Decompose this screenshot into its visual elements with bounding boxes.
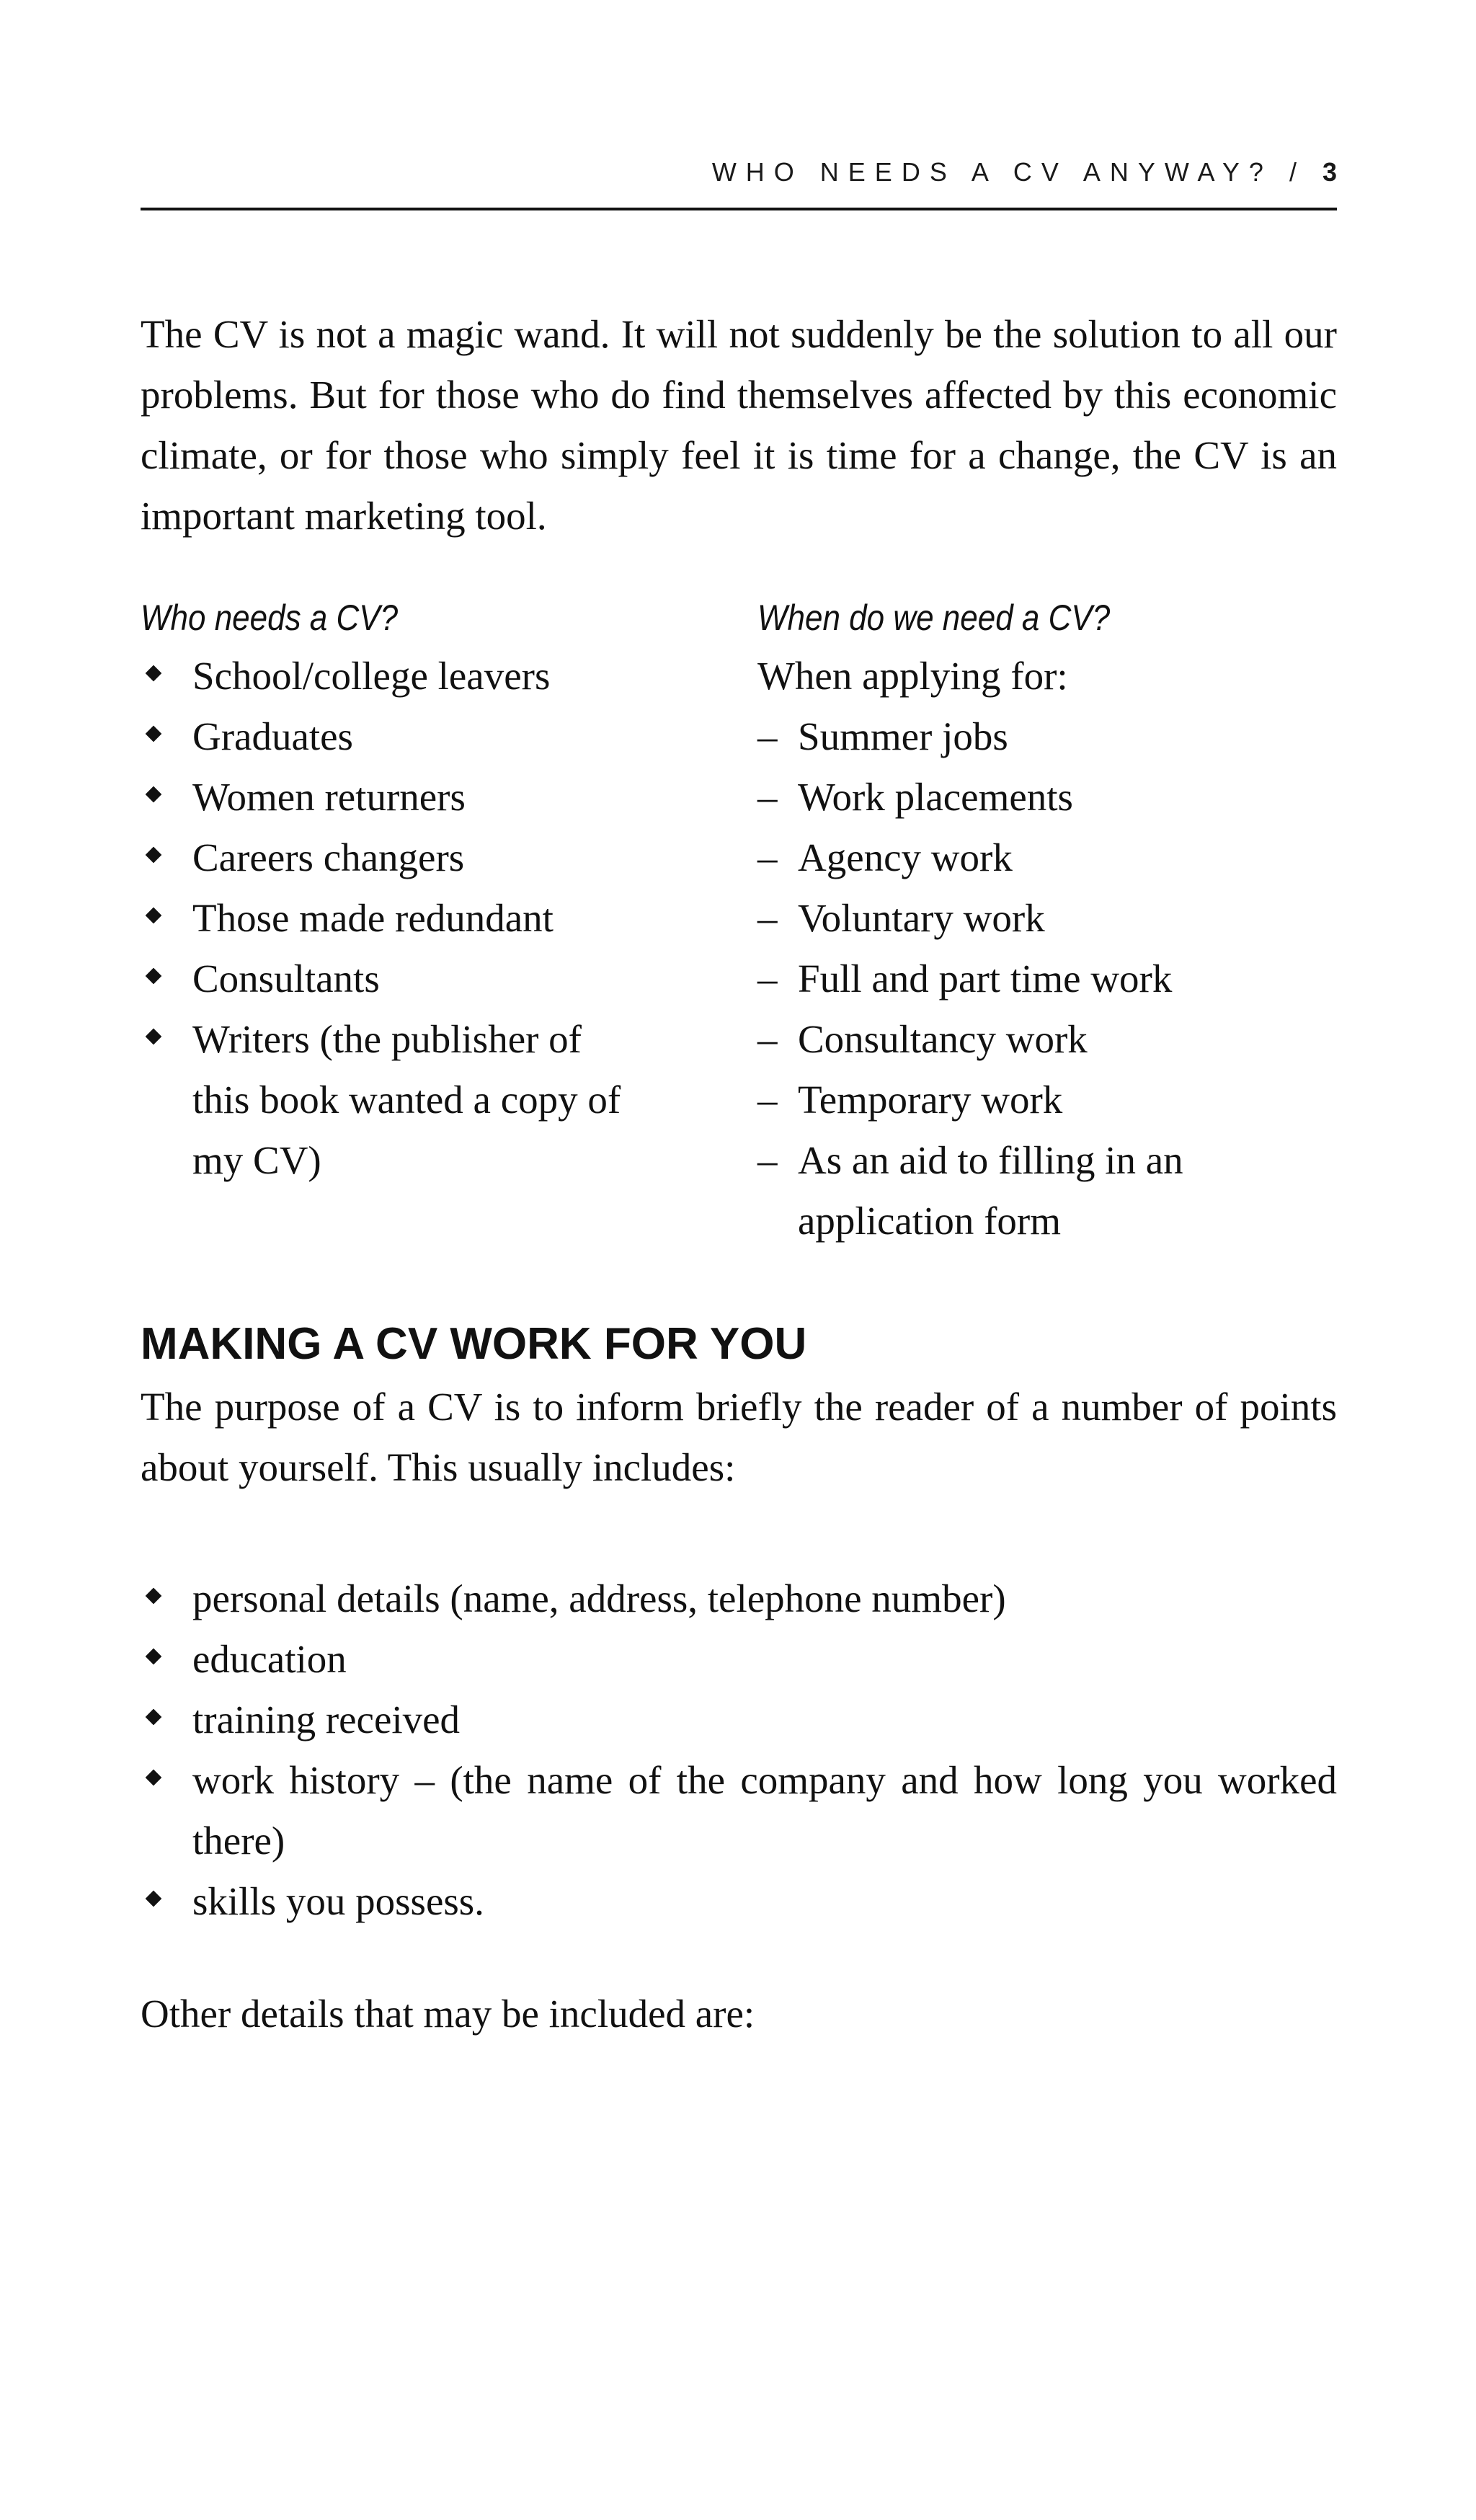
- who-needs-cv-column: [141, 590, 732, 1191]
- diamond-bullet-icon: [146, 1029, 161, 1044]
- list-item-text: Consultancy work: [798, 1017, 1088, 1061]
- diamond-bullet-icon: [146, 1589, 161, 1603]
- diamond-bullet-icon: [146, 787, 161, 802]
- list-item: [757, 888, 1337, 949]
- list-item: [141, 1871, 1337, 1932]
- section-heading: MAKING A CV WORK FOR YOU: [141, 1319, 807, 1369]
- diamond-bullet-icon: [146, 1710, 161, 1724]
- page-number: 3: [1322, 157, 1337, 187]
- diamond-bullet-icon: [146, 1891, 161, 1906]
- dash-marker: –: [757, 1138, 778, 1182]
- list-item: [141, 949, 732, 1009]
- list-item: [141, 1690, 1337, 1750]
- header-rule: [141, 208, 1337, 210]
- list-item-text: education: [192, 1637, 347, 1681]
- when-need-cv-list: [757, 706, 1337, 1251]
- dash-marker: –: [757, 896, 778, 940]
- who-needs-cv-list: [141, 646, 732, 1191]
- list-item-text: Summer jobs: [798, 714, 1008, 758]
- list-item-text: personal details (name, address, telephone number): [192, 1576, 1006, 1620]
- list-item-text: Full and part time work: [798, 957, 1173, 1001]
- list-item: [141, 1569, 1337, 1629]
- list-item-text: Consultants: [192, 957, 380, 1001]
- intro-paragraph: The CV is not a magic wand. It will not suddenly be the solution to all our problems. But for those who do find themselves affected by this economic climate, or for those who simply feel it is time for a change, the CV is an important marketing tool.: [141, 312, 1337, 538]
- book-page: [141, 0, 1337, 2520]
- when-need-cv-heading: When do we need a CV?: [757, 598, 1111, 638]
- diamond-bullet-icon: [146, 1770, 161, 1785]
- dash-marker: –: [757, 775, 778, 819]
- running-header-title: WHO NEEDS A CV ANYWAY?: [711, 157, 1273, 187]
- list-item: [141, 828, 732, 888]
- running-header: [141, 154, 1337, 190]
- list-item: [141, 767, 732, 828]
- running-header-separator: /: [1272, 157, 1306, 187]
- list-item: [757, 1070, 1337, 1130]
- purpose-paragraph: The purpose of a CV is to inform briefly the reader of a number of points about yourself. This usually includes:: [141, 1385, 1337, 1489]
- list-item-text: training received: [192, 1698, 461, 1742]
- list-item-text: Those made redundant: [192, 896, 554, 940]
- who-needs-cv-heading: Who needs a CV?: [141, 598, 399, 638]
- dash-marker: –: [757, 714, 778, 758]
- list-item-text: skills you possess.: [192, 1879, 484, 1923]
- list-item: [141, 1009, 646, 1191]
- diamond-bullet-icon: [146, 848, 161, 862]
- list-item: [141, 646, 732, 706]
- list-item-text: Women returners: [192, 775, 466, 819]
- diamond-bullet-icon: [146, 727, 161, 741]
- list-item-text: Careers changers: [192, 835, 465, 879]
- cv-contents-list: [141, 1569, 1337, 1932]
- list-item-text: As an aid to filling in an application form: [798, 1138, 1183, 1243]
- list-item: [757, 828, 1337, 888]
- list-item: [757, 949, 1337, 1009]
- list-item: [757, 1009, 1337, 1070]
- list-item-text: Graduates: [192, 714, 353, 758]
- diamond-bullet-icon: [146, 908, 161, 923]
- list-item: [141, 1750, 1337, 1871]
- diamond-bullet-icon: [146, 969, 161, 983]
- dash-marker: –: [757, 835, 778, 879]
- list-item: [141, 1629, 1337, 1690]
- list-item-text: Work placements: [798, 775, 1073, 819]
- list-item-text: Temporary work: [798, 1078, 1063, 1122]
- diamond-bullet-icon: [146, 1649, 161, 1664]
- list-item-text: School/college leavers: [192, 654, 551, 698]
- when-need-cv-intro: When applying for:: [757, 654, 1068, 698]
- list-item-text: Writers (the publisher of this book wanted a copy of my CV): [192, 1017, 621, 1182]
- list-item: [757, 1130, 1302, 1251]
- when-need-cv-column: [757, 590, 1337, 1251]
- list-item: [141, 888, 732, 949]
- dash-marker: –: [757, 1078, 778, 1122]
- diamond-bullet-icon: [146, 666, 161, 680]
- list-item: [757, 706, 1337, 767]
- other-details-paragraph: Other details that may be included are:: [141, 1992, 755, 2036]
- list-item-text: Voluntary work: [798, 896, 1045, 940]
- list-item-text: work history – (the name of the company and how long you worked there): [192, 1758, 1337, 1863]
- list-item: [141, 706, 732, 767]
- list-item: [757, 767, 1337, 828]
- dash-marker: –: [757, 1017, 778, 1061]
- dash-marker: –: [757, 957, 778, 1001]
- list-item-text: Agency work: [798, 835, 1013, 879]
